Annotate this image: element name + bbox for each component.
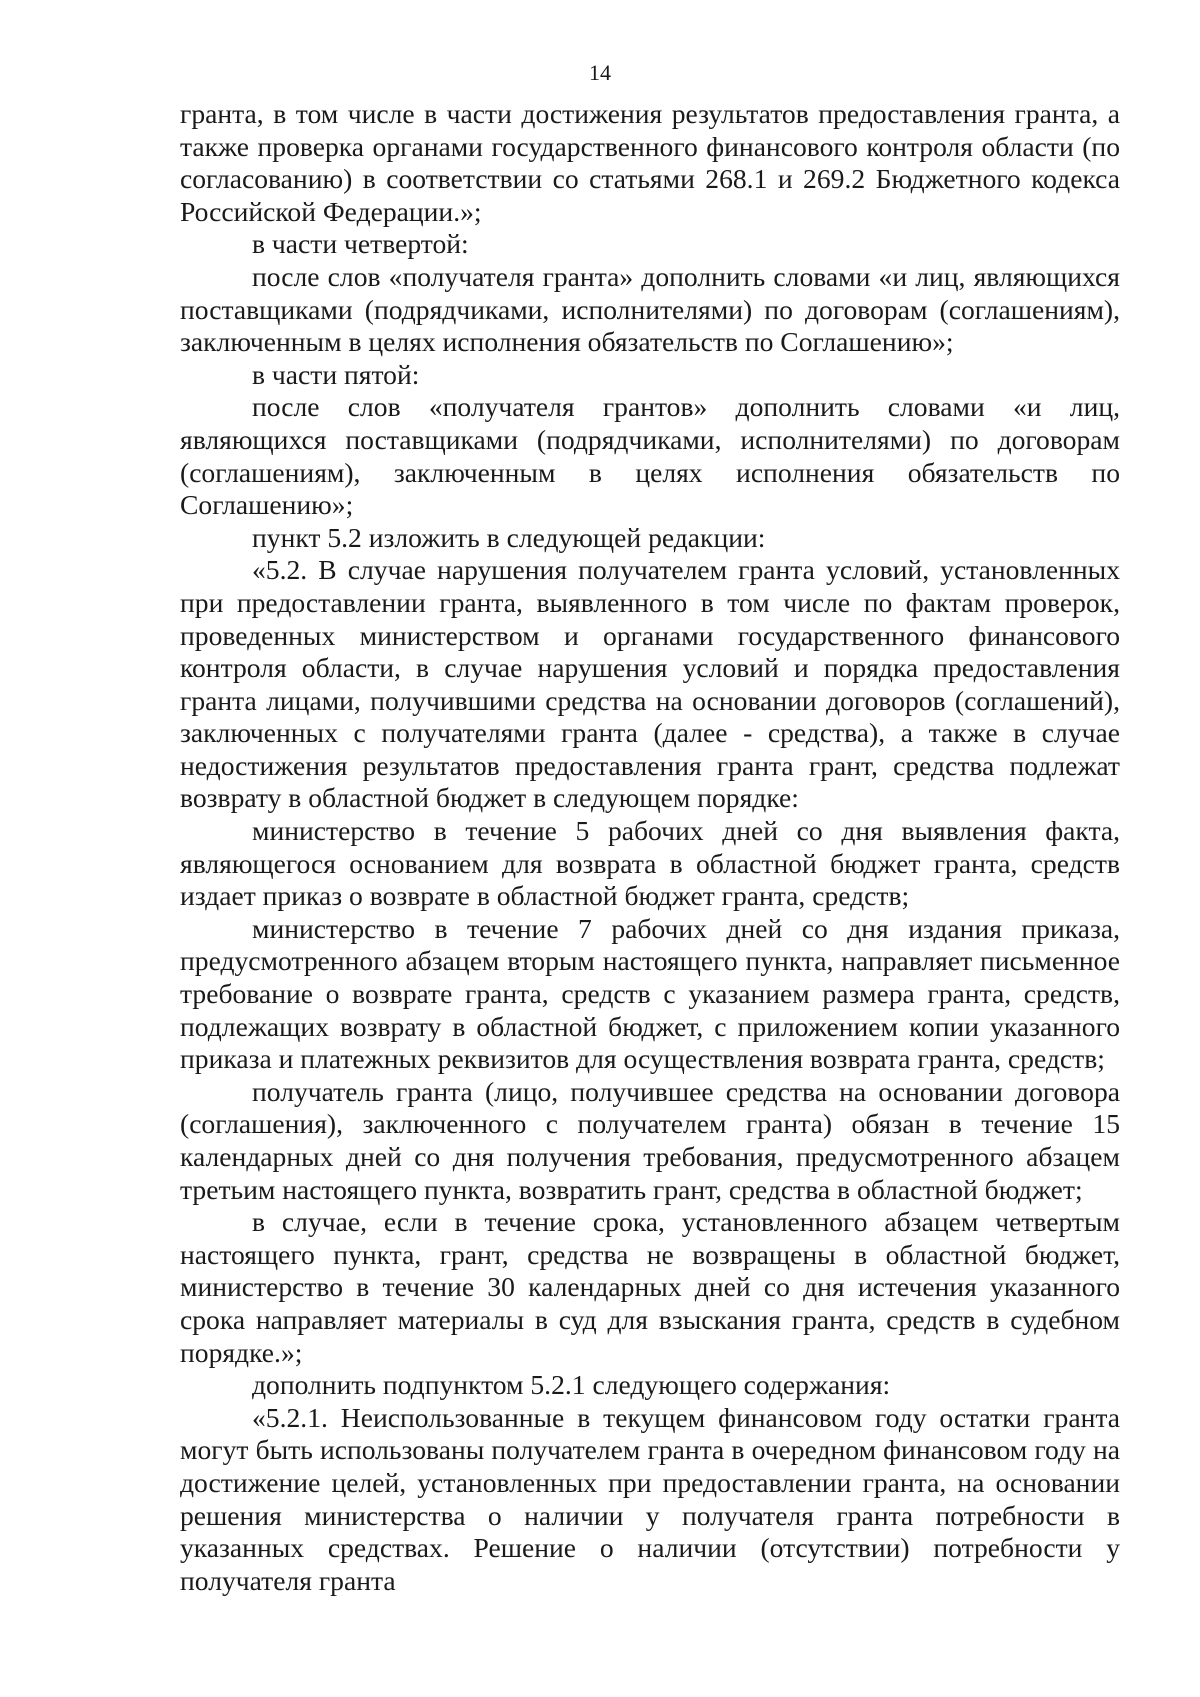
paragraph-recipient-return: получатель гранта (лицо, получившее средства на основании договора (соглашения), заключенного с получателем гранта) обязан в течение 15 календарных дней со дня получения требования, предусмотренного абзацем третьим настоящего пункта, возвратить грант, средства в областной бюджет; — [180, 1075, 1120, 1205]
paragraph-clause-5-2-1: «5.2.1. Неиспользованные в текущем финансовом году остатки гранта могут быть использованы получателем гранта в очередном финансовом году на достижение целей, установленных при предоставлении гранта, на основании решения министерства о наличии у получателя гранта потребности в указанных средствах. Решение о наличии (отсутствии) потребности у получателя гранта — [180, 1401, 1120, 1596]
paragraph-court-recovery: в случае, если в течение срока, установленного абзацем четвертым настоящего пункта, грант, средства не возвращены в областной бюджет, министерство в течение 30 календарных дней со дня истечения указанного срока направляет материалы в суд для взыскания гранта, средств в судебном порядке.»; — [180, 1206, 1120, 1368]
paragraph-clause-5-2-intro: пункт 5.2 изложить в следующей редакции: — [252, 521, 766, 553]
paragraph-continuation: гранта, в том числе в части достижения результатов предоставления гранта, а также проверка органами государственного финансового контроля области (по согласованию) в соответствии со статьями 268.1 и 269.2 Бюджетного кодекса Российской Федерации.»; — [180, 98, 1120, 227]
paragraph-clause-5-2-1-intro: дополнить подпунктом 5.2.1 следующего содержания: — [252, 1369, 891, 1401]
page-number: 14 — [589, 60, 611, 85]
paragraph-part-four: в части четвертой: — [252, 228, 469, 260]
paragraph-ministry-demand: министерство в течение 7 рабочих дней со дня издания приказа, предусмотренного абзацем вторым настоящего пункта, направляет письменное требование о возврате гранта, средств с указанием размера гранта, средств, подлежащих возврату в областной бюджет, с приложением копии указанного приказа и платежных реквизитов для осуществления возврата гранта, средств; — [180, 912, 1120, 1075]
paragraph-ministry-order: министерство в течение 5 рабочих дней со дня выявления факта, являющегося основанием для возврата в областной бюджет гранта, средств издает приказ о возврате в областной бюджет гранта, средств; — [180, 815, 1120, 912]
paragraph-part-five: в части пятой: — [252, 358, 420, 390]
paragraph-part-four-amendment: после слов «получателя гранта» дополнить словами «и лиц, являющихся поставщиками (подрядчиками, исполнителями) по договорам (соглашениям), заключенным в целях исполнения обязательств по Соглашению»; — [180, 260, 1120, 358]
paragraph-part-five-amendment: после слов «получателя грантов» дополнить словами «и лиц, являющихся поставщиками (подрядчиками, исполнителями) по договорам (соглашениям), заключенным в целях исполнения обязательств по Соглашению»; — [180, 391, 1120, 521]
paragraph-clause-5-2: «5.2. В случае нарушения получателем гранта условий, установленных при предоставлении гранта, выявленного в том числе по фактам проверок, проведенных министерством и органами государственного финансового контроля области, в случае нарушения условий и порядка предоставления гранта лицами, получившими средства на основании договоров (соглашений), заключенных с получателями гранта (далее - средства), а также в случае недостижения результатов предоставления гранта грант, средства подлежат возврату в областной бюджет в следующем порядке: — [180, 554, 1120, 814]
document-body — [180, 98, 1120, 1597]
